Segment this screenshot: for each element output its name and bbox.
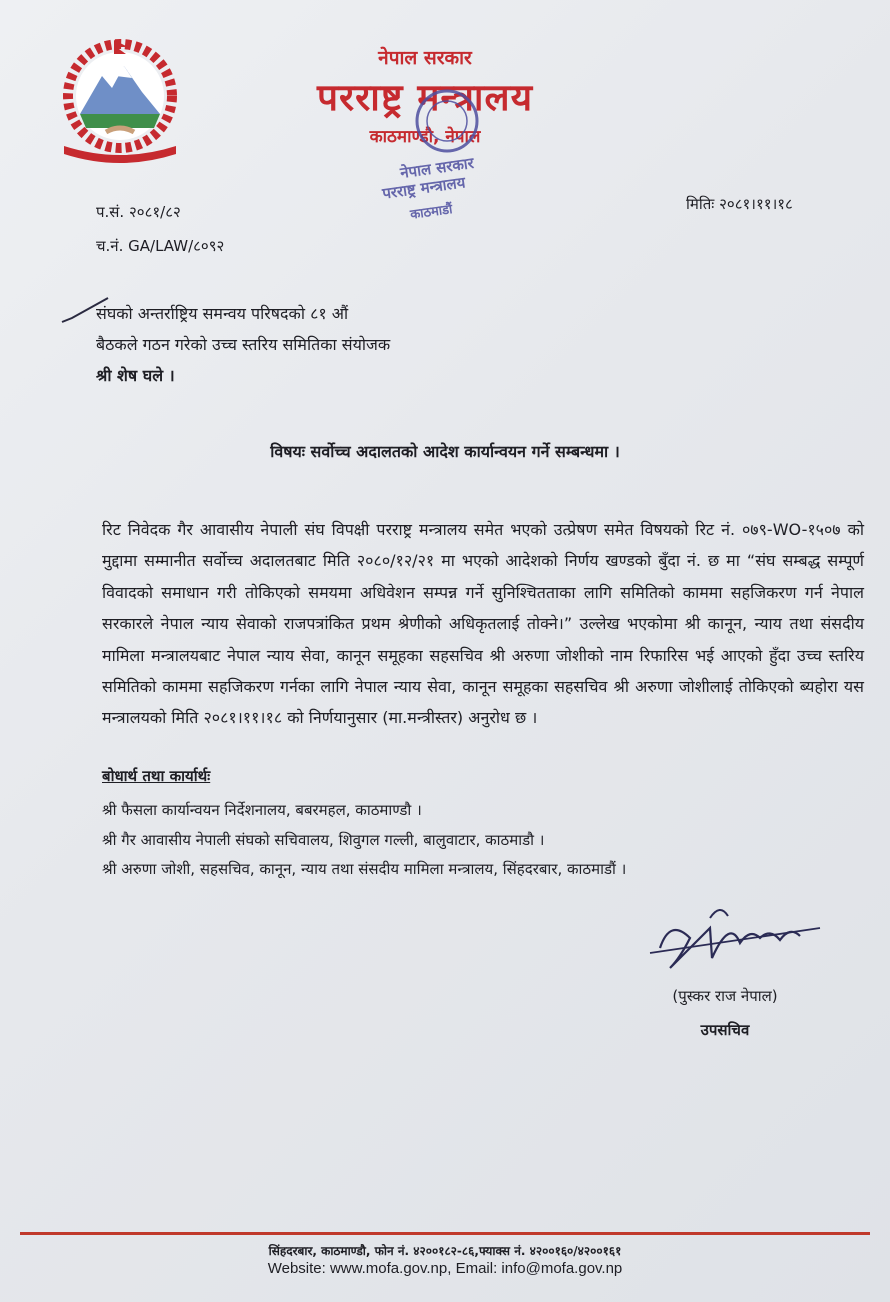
stamp-line-3: काठमाडौं [409, 202, 454, 223]
footer-divider [20, 1232, 870, 1235]
nepal-emblem-icon [50, 36, 190, 166]
letter-subject: विषयः सर्वोच्च अदालतको आदेश कार्यान्वयन गर्ने सम्बन्धमा । [270, 442, 620, 461]
reference-number: प.सं. २०८१/८२ [96, 203, 181, 221]
recipient-line-3: श्री शेष घले । [96, 366, 175, 385]
letter-date: मितिः २०८१।११।१८ [686, 195, 793, 213]
official-stamp [380, 80, 520, 230]
letter-body: रिट निवेदक गैर आवासीय नेपाली संघ विपक्षी परराष्ट्र मन्त्रालय समेत भएको उत्प्रेषण समेत विषयको रिट नं. ०७९-WO-१५०७ को मुद्दामा सम्मानीत सर्वोच्च अदालतबाट मिति २०८०/१२/२१ मा भएको आदेशको निर्णय खण्डको बुँदा नं. छ मा “संघ सम्बद्ध सम्पूर्ण विवादको समाधान गरी तोकिएको समयमा अधिवेशन सम्पन्न गर्ने सुनिश्चितताका लागि समितिको काममा सहजिकरण गर्न नेपाल सरकारले नेपाल न्याय सेवाको राजपत्रांकित प्रथम श्रेणीको अधिकृतलाई तोक्ने।” उल्लेख भएकोमा श्री कानून, न्याय तथा संसदीय मामिला मन्त्रालयबाट नेपाल न्याय सेवा, कानून समूहका सहसचिव श्री अरुणा जोशीको नाम रिफारिस भई आएको हुँदा उच्च स्तरिय समितिको काममा सहजिकरण गर्नका लागि नेपाल न्याय सेवा, कानून समूहका सहसचिव श्री अरुणा जोशीलाई तोकिएको ब्यहोरा यस मन्त्रालयको मिति २०८१।११।१८ को निर्णयानुसार (मा.मन्त्रीस्तर) अनुरोध छ । [102, 520, 864, 728]
recipient-line-2: बैठकले गठन गरेको उच्च स्तरिय समितिका संयोजक [96, 335, 391, 354]
cc-item: श्री गैर आवासीय नेपाली संघको सचिवालय, शिवुगल गल्ली, बालुवाटार, काठमाडौ । [102, 830, 545, 849]
stamp-line-2: परराष्ट्र मन्त्रालय [381, 173, 467, 203]
recipient-address [96, 298, 390, 391]
signatory-title: उपसचिव [700, 1021, 750, 1039]
signature-icon [640, 898, 830, 988]
signatory-name: (पुस्कर राज नेपाल) [672, 987, 778, 1005]
dispatch-number: च.नं. GA/LAW/८०९२ [96, 237, 225, 255]
cc-heading: बोधार्थ तथा कार्यार्थः [102, 767, 211, 785]
footer-address: सिंहदरबार, काठमाण्डौ, फोन नं. ४२००१८२-८६,फ्याक्स नं. ४२००१६०/४२००१६१ [268, 1244, 622, 1258]
footer-contact: Website: www.mofa.gov.np, Email: info@mofa.gov.np [267, 1260, 623, 1277]
cc-item: श्री फैसला कार्यान्वयन निर्देशनालय, बबरमहल, काठमाण्डौ । [102, 801, 422, 819]
government-name: नेपाल सरकार [378, 47, 472, 69]
ministry-name: परराष्ट्र मन्त्रालय [316, 76, 534, 119]
cc-list [102, 796, 626, 885]
cc-item: श्री अरुणा जोशी, सहसचिव, कानून, न्याय तथा संसदीय मामिला मन्त्रालय, सिंहदरबार, काठमाडौं । [102, 860, 627, 878]
recipient-line-1: संघको अन्तर्राष्ट्रिय समन्वय परिषदको ८१ औं [96, 304, 349, 323]
stamp-seal-icon [412, 86, 482, 156]
ministry-city: काठमाण्डौ, नेपाल [369, 127, 481, 147]
stamp-line-1: नेपाल सरकार [399, 153, 475, 183]
